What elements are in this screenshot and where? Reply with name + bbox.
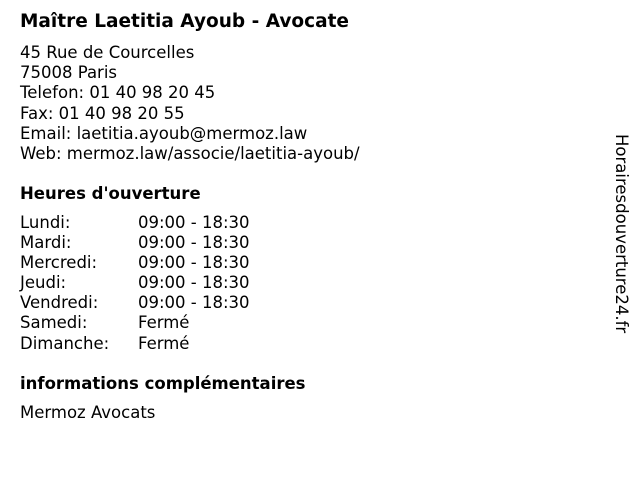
time-value: Fermé	[138, 313, 190, 333]
additional-info-heading: informations complémentaires	[20, 374, 306, 393]
day-label: Mercredi:	[20, 253, 98, 273]
day-label: Lundi:	[20, 213, 71, 232]
time-value: 09:00 - 18:30	[138, 213, 250, 232]
hours-row-wednesday	[20, 253, 250, 273]
day-label: Mardi:	[20, 233, 72, 253]
hours-row-friday	[20, 293, 250, 313]
page-title: Maître Laetitia Ayoub - Avocate	[20, 11, 349, 32]
day-label: Dimanche:	[20, 333, 110, 353]
additional-info-text: Mermoz Avocats	[20, 403, 156, 422]
day-label: Jeudi:	[20, 273, 67, 293]
day-label: Samedi:	[20, 313, 88, 333]
time-value: Fermé	[138, 333, 190, 353]
hours-row-saturday	[20, 313, 250, 333]
day-label: Vendredi:	[20, 293, 99, 313]
time-value: 09:00 - 18:30	[138, 233, 250, 253]
time-value: 09:00 - 18:30	[138, 253, 250, 273]
hours-row-thursday	[20, 273, 250, 293]
hours-row-tuesday	[20, 233, 250, 253]
street-address: 45 Rue de Courcelles	[20, 43, 195, 62]
email-address: Email: laetitia.ayoub@mermoz.law	[20, 123, 308, 143]
time-value: 09:00 - 18:30	[138, 293, 250, 313]
phone-number: Telefon: 01 40 98 20 45	[20, 83, 216, 103]
opening-hours-heading: Heures d'ouverture	[20, 184, 201, 203]
opening-hours-list	[20, 213, 250, 354]
postal-city: 75008 Paris	[20, 63, 118, 83]
hours-row-sunday	[20, 334, 250, 354]
time-value: 09:00 - 18:30	[138, 273, 250, 293]
website-url: Web: mermoz.law/associe/laetitia-ayoub/	[20, 144, 360, 164]
address-block	[20, 43, 360, 164]
fax-number: Fax: 01 40 98 20 55	[20, 103, 185, 123]
site-watermark: Horairesdouverture24.fr	[612, 134, 631, 334]
hours-row-monday	[20, 213, 250, 233]
